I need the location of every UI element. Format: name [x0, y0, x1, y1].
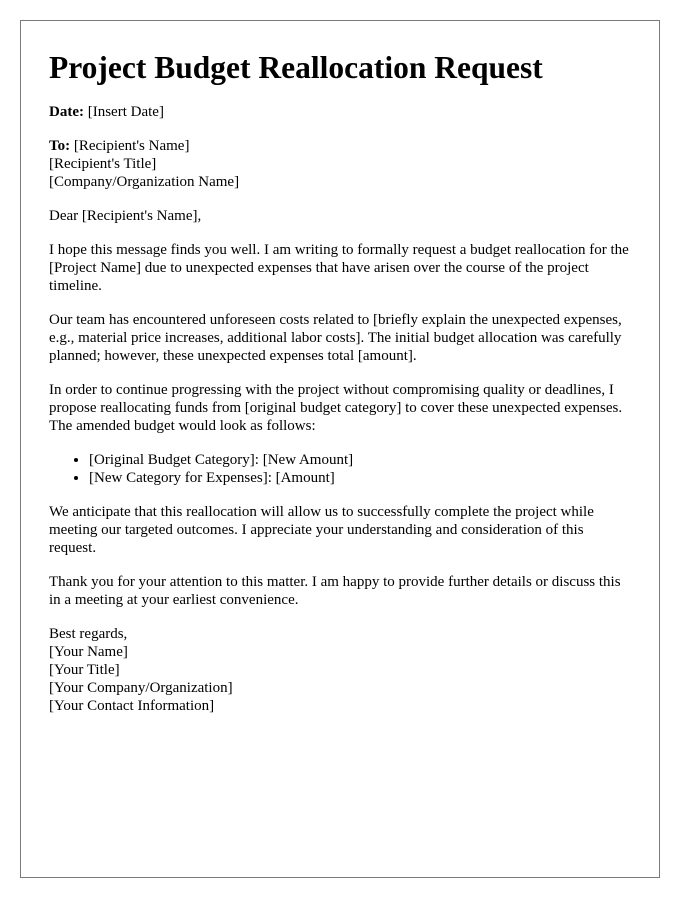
letter-title: Project Budget Reallocation Request — [49, 50, 543, 85]
paragraph-anticipate: We anticipate that this reallocation will allow us to successfully complete the project while meeting our targeted outcomes. I appreciate your understanding and consideration of this request. — [49, 504, 594, 556]
paragraph-costs: Our team has encountered unforeseen costs related to [briefly explain the unexpected expenses, e.g., material price increases, additional labor costs]. The initial budget allocation was carefully planned; however, these unexpected expenses total [amount]. — [49, 312, 622, 364]
closing-block — [49, 625, 631, 715]
sender-contact: [Your Contact Information] — [49, 698, 215, 714]
list-item: • [Original Budget Category]: [New Amount] — [89, 451, 631, 469]
sender-organization: [Your Company/Organization] — [49, 680, 233, 696]
amended-budget-list — [49, 451, 631, 487]
paragraph-proposal: In order to continue progressing with the project without compromising quality or deadlines, I propose reallocating funds from [original budget category] to cover these unexpected expenses. The amended budget would look as follows: — [49, 382, 623, 434]
paragraph-thanks: Thank you for your attention to this matter. I am happy to provide further details or discuss this in a meeting at your earliest convenience. — [49, 574, 621, 608]
list-item: • [New Category for Expenses]: [Amount] — [89, 469, 631, 487]
paragraph-intro: I hope this message finds you well. I am writing to formally request a budget reallocation for the [Project Name] due to unexpected expenses that have arisen over the course of the project timeline. — [49, 242, 629, 294]
recipient-block — [49, 137, 631, 191]
date-line — [49, 103, 631, 121]
date-value: [Insert Date] — [87, 104, 164, 120]
date-label: Date: — [49, 104, 84, 120]
sender-name: [Your Name] — [49, 644, 128, 660]
recipient-organization: [Company/Organization Name] — [49, 174, 240, 190]
recipient-name-line — [49, 137, 631, 155]
recipient-name: [Recipient's Name] — [73, 138, 190, 154]
recipient-title: [Recipient's Title] — [49, 156, 157, 172]
sign-off: Best regards, — [49, 626, 128, 642]
letter-page — [20, 20, 660, 878]
to-label: To: — [49, 138, 71, 154]
sender-title: [Your Title] — [49, 662, 120, 678]
salutation: Dear [Recipient's Name], — [49, 208, 202, 224]
